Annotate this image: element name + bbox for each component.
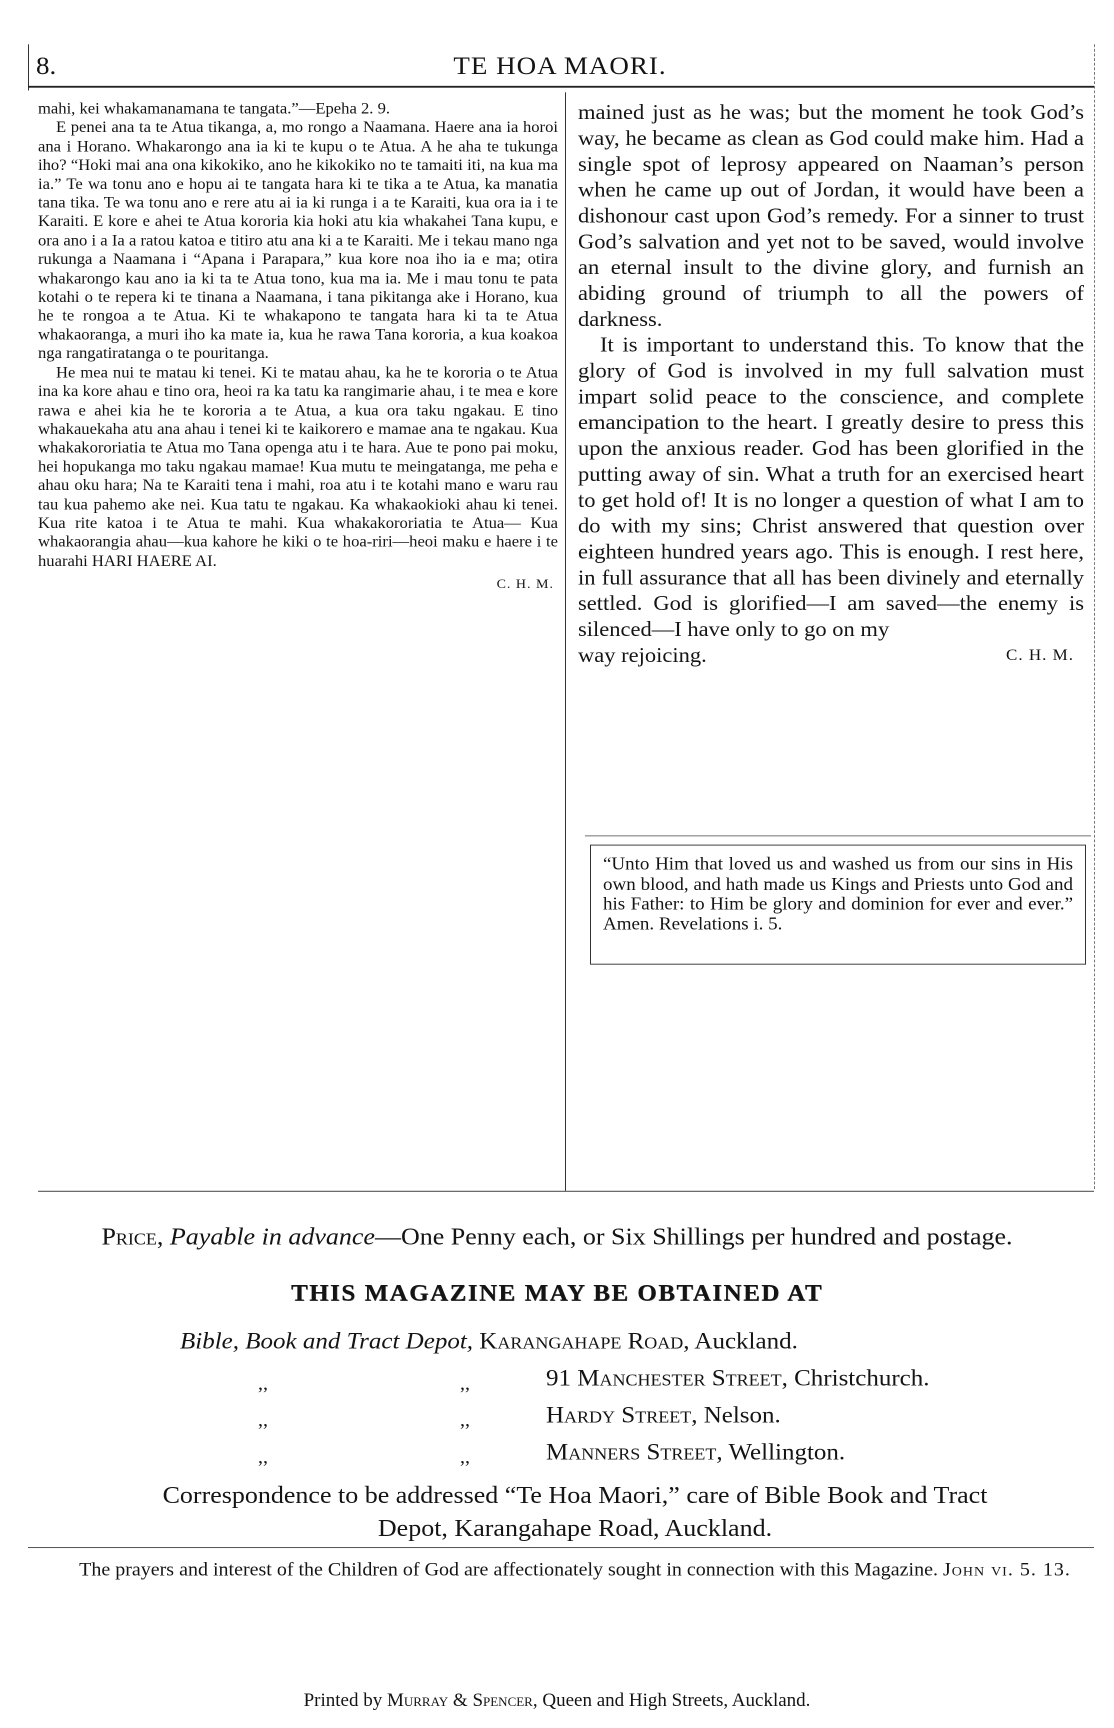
printed-rest: Queen and High Streets, Auckland. [542, 1690, 811, 1711]
address-prefix: Bible, Book and Tract Depot, [180, 1329, 474, 1355]
address-row-auckland [180, 1329, 798, 1362]
right-signature: C. H. M. [1006, 646, 1074, 664]
correspondence-line-1: Correspondence to be addressed “Te Hoa Maori,” care of Bible Book and Tract [162, 1481, 988, 1509]
right-closing-words: way rejoicing. [578, 643, 707, 667]
address-city: Christchurch. [794, 1366, 930, 1392]
price-lead: Price, [101, 1223, 164, 1250]
address-city: Wellington. [728, 1440, 846, 1465]
address-row-wellington [546, 1440, 845, 1473]
printed-lead: Printed by [303, 1690, 383, 1711]
printer-imprint [0, 1690, 1114, 1712]
ditto-mark: ,, [258, 1447, 268, 1468]
right-paragraph-1: mained just as he was; but the moment he took God’s way, he became as clean as God could make him. Had a single spot of leprosy appeared on Naaman’s person when he came up out of Jordan, it would have been a dishonour cast upon God’s remedy. For a sinner to trust God’s salvation and yet not to be saved, would involve an eternal insult to the divine glory, and furnish an abiding ground of triumph to all the powers of darkness. [578, 100, 1084, 331]
scripture-top-rule [585, 835, 1091, 836]
printer-firm: Murray & Spencer, [386, 1690, 538, 1711]
left-column-maori-text [38, 100, 558, 595]
page-number: 8. [36, 51, 57, 80]
prayers-note [58, 1558, 1092, 1582]
correspondence-rule [28, 1547, 1094, 1548]
page-header [30, 46, 1090, 83]
left-signature: C. H. M. [496, 578, 554, 592]
ditto-mark: ,, [460, 1447, 470, 1468]
prayers-reference: John vi. 5. 13. [942, 1560, 1071, 1581]
ditto-mark: ,, [258, 1410, 268, 1431]
ditto-mark: ,, [460, 1373, 470, 1394]
scripture-reference: Revelations i. 5. [658, 914, 783, 934]
ditto-mark: ,, [460, 1410, 470, 1431]
address-street: Manners Street, [546, 1440, 723, 1465]
left-paragraph-3: He mea nui te matau ki tenei. Ki te matau ahau, ka he te kororia o te Atua ina ka kore ahau e tino ora, heoi ra ka tatu ka rangimarie ahau, i te mea e kore rawa e ahei kia he te kororia a te Atua, a kua ora taku ngakau. E tino whakauekaha atu ana ahau i tenei ki te kaikorero e mamae ana te ngakau. Kua whakakororiatia te Atua mo Tana openga atu i te hara. Aue te pono pai moku, hei hopukanga mo taku ngakau mamae! Kua mutu te meingatanga, me peha e ahau oku hara; Na te Karaiti tena i mahi, roa atu i te kotahi mano e waru rau tau kua pahemo ake nei. Kua tatu te ngakau. Ka whakaokioki ahau ki tenei. Kua rite katoa i te Atua te mahi. Kua whakakororiatia te Atua— Kua whakaorangia ahau—kua kahore he kiki o te hoa-riri—heoi maku e haere i te huarahi HARI HAERE AI. [38, 363, 558, 570]
header-rule [28, 86, 1094, 88]
price-line [0, 1223, 1114, 1251]
address-city: Auckland. [694, 1329, 798, 1355]
left-margin-rule [28, 44, 29, 90]
column-divider [565, 92, 566, 1190]
columns-bottom-rule [38, 1191, 1094, 1192]
address-street: Karangahape Road, [479, 1329, 690, 1355]
prayers-text: The prayers and interest of the Children of God are affectionately sought in connection with this Magazine. [79, 1560, 938, 1581]
right-closing-line [578, 642, 1084, 668]
scripture-box [590, 845, 1086, 965]
right-margin-rule [1094, 44, 1095, 1189]
right-column-english-text [578, 100, 1084, 669]
address-street: Hardy Street, [546, 1403, 698, 1429]
right-paragraph-2: It is important to understand this. To know that the glory of God is involved in my full salvation must impart solid peace to the conscience, and complete emancipation to the heart. I greatly desire to press this upon the anxious reader. God has been glorified in the putting away of sin. What a truth for an exercised heart to get hold of! It is no longer a question of what I am to do with my sins; Christ answered that question over eighteen hundred years ago. This is enough. I rest here, in full assurance that all has been divinely and eternally settled. God is glorified—I am saved—the enemy is silenced—I have only to go on my [578, 333, 1084, 641]
ditto-mark: ,, [258, 1373, 268, 1394]
address-city: Nelson. [703, 1403, 781, 1429]
left-paragraph-1: mahi, kei whakamanamana te tangata.”—Epeha 2. 9. [38, 99, 391, 118]
magazine-obtainable-heading: THIS MAGAZINE MAY BE OBTAINED AT [290, 1281, 824, 1307]
address-street: 91 Manchester Street, [546, 1366, 788, 1392]
price-italic: Payable in advance [169, 1223, 375, 1250]
left-paragraph-2: E penei ana ta te Atua tikanga, a, mo rongo a Naamana. Haere ana ia horoi ana i Horano. Whakarongo ana ia ki te kupu o te Atua. A he aha te tukunga iho? “Hoki mai ana ona kikokiko, ano he kikokiko no te tamaiti iti, na kua ma ia.” Te wa tonu ano e hopu ai te tangata hara ki te tika a te Atua, ka manatia tana tika. Te wa tonu ano e rere atu ai ia ki runga i a te Karaiti, kua ora ia i te Karaiti. E kore e ahei te Atua kororia kia hoki atu kia whakahei Tana kupu, e ora ano i a Ia a ratou katoa e titiro atu ana ki a te Karaiti. Me i tekau mano nga rukunga a Naamana i “Apana i Parapara,” kua kore noa iho ia e ma; otira whakarongo kau ano ia ki ta te Atua tono, kua ma ia. Me i mau tonu te pata kotahi o te repera ki te tinana a Naamana, i tana pikitanga ake i Horano, kua he te rongoa a te Atua. Ki te whakapono te tangata hara ki ta te Atua whakaoranga, a muri iho ka mate ia, kua he rawa Tana kororia, a kua koakoa nga rangatiratanga o te pouritanga. [38, 118, 558, 363]
scripture-text: “Unto Him that loved us and washed us from our sins in His own blood, and hath made us Kings and Priests unto God and his Father: to Him be glory and dominion for ever and ever.” Amen. [603, 854, 1073, 934]
address-row-nelson [546, 1403, 781, 1436]
address-row-christchurch [546, 1366, 930, 1399]
correspondence-line-2: Depot, Karangahape Road, Auckland. [377, 1514, 773, 1542]
price-rest: —One Penny each, or Six Shillings per hundred and postage. [374, 1223, 1013, 1250]
running-title: TE HOA MAORI. [453, 51, 667, 80]
correspondence-note [58, 1479, 1092, 1545]
